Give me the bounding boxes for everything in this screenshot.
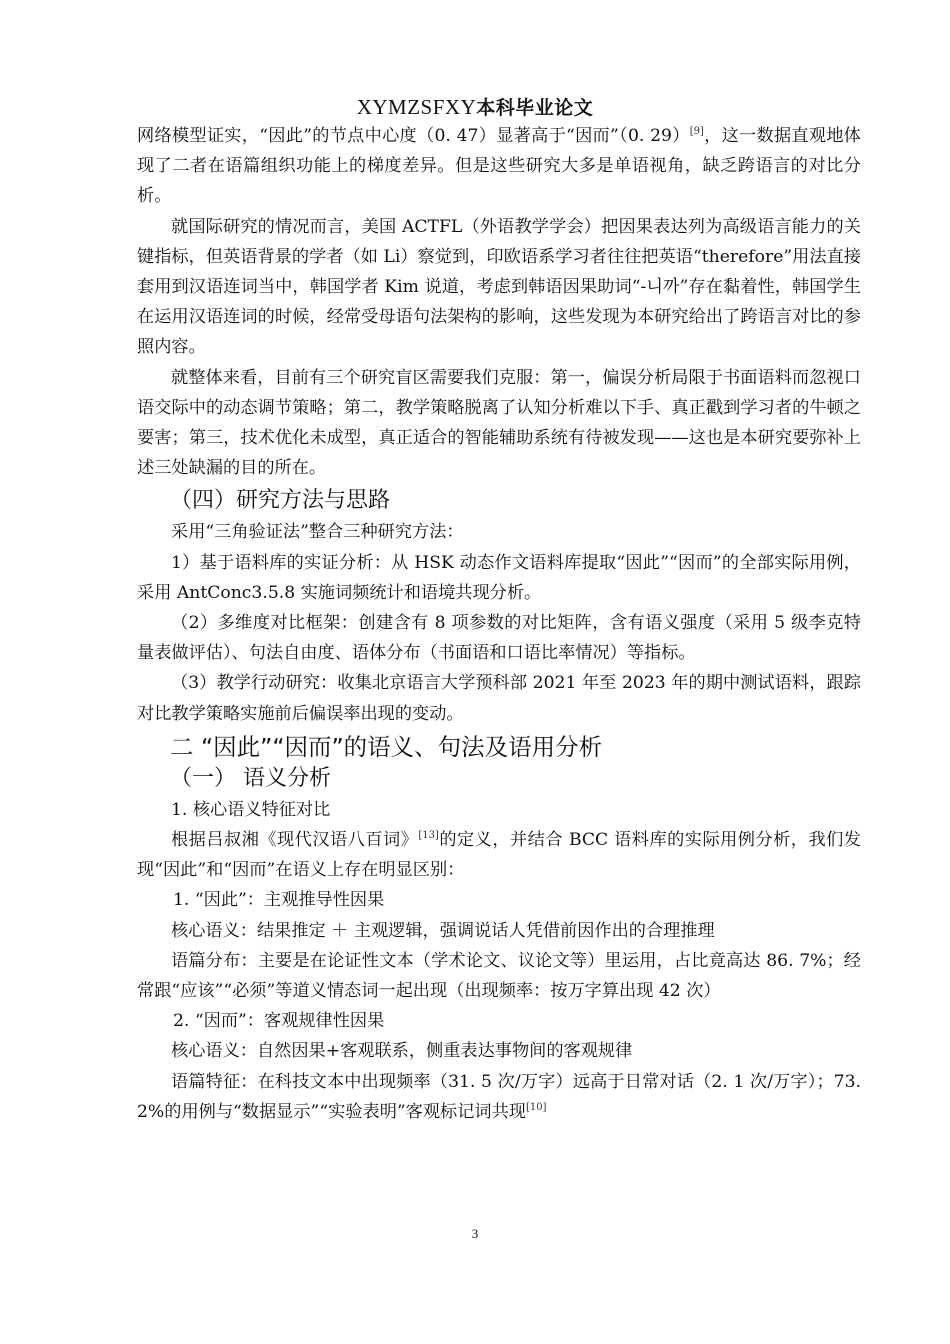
paragraph-lv-shuxiang: 根据吕叔湘《现代汉语八百词》[13]的定义，并结合 BCC 语料库的实际用例分析，我们发现“因此”和“因而”在语义上存在明显区别：	[137, 830, 861, 881]
paragraph-method-2: （2）多维度对比框架：创建含有 8 项参数的对比矩阵，含有语义强度（采用 5 级李克特量表做评估）、句法自由度、语体分布（书面语和口语比率情况）等指标。	[137, 613, 861, 664]
paragraph-yinci-core: 核心语义：结果推定 ＋ 主观逻辑，强调说话人凭借前因作出的合理推理	[171, 920, 715, 941]
subheading-core-semantic: 1. 核心语义特征对比	[171, 799, 331, 820]
citation: [9]	[689, 126, 704, 137]
paragraph-method-1: 1）基于语料库的实证分析：从 HSK 动态作文语料库提取“因此”“因而”的全部实际用例，采用 AntConc3.5.8 实施词频统计和语境共现分析。	[137, 552, 861, 603]
paragraph-method-3: （3）教学行动研究：收集北京语言大学预科部 2021 年至 2023 年的期中测试语料，跟踪对比教学策略实施前后偏误率出现的变动。	[137, 673, 861, 724]
citation: [10]	[525, 1101, 547, 1113]
section-heading-methods: （四）研究方法与思路	[170, 488, 391, 514]
paragraph-network-model: 网络模型证实，“因此”的节点中心度（0. 47）显著高于“因而”（0. 29）[9]，这一数据直观地体现了二者在语篇组织功能上的梯度差异。但是这些研究大多是单语视角，缺乏跨语言的对比分析。	[137, 126, 861, 207]
section-heading-semantic: （一） 语义分析	[170, 765, 331, 791]
paragraph-triangulation: 采用“三角验证法”整合三种研究方法：	[171, 522, 464, 543]
page-header	[0, 93, 950, 120]
page-number: 3	[471, 1226, 479, 1241]
header-chinese: 本科毕业论文	[476, 97, 594, 119]
citation: [13]	[418, 830, 439, 842]
item-yiner: 2. “因而”：客观规律性因果	[173, 1011, 385, 1032]
paragraph-yinci-distribution: 语篇分布：主要是在论证性文本（学术论文、议论文等）里运用，占比竟高达 86. 7%；经常跟“应该”“必须”等道义情态词一起出现（出现频率：按万字算出现 42 次）	[137, 950, 861, 1002]
item-yinci: 1. “因此”：主观推导性因果	[173, 890, 385, 911]
chapter-heading: 二 “因此”“因而”的语义、句法及语用分析	[170, 732, 603, 761]
header-latin: XYMZSFXY	[356, 95, 477, 119]
paragraph-yiner-core: 核心语义：自然因果+客观联系，侧重表达事物间的客观规律	[171, 1041, 633, 1062]
paragraph-blind-spots: 就整体来看，目前有三个研究盲区需要我们克服：第一，偏误分析局限于书面语料而忽视口语交际中的动态调节策略；第二，教学策略脱离了认知分析难以下手、真正戳到学习者的牛顿之要害；第三，技术优化未成型，真正适合的智能辅助系统有待被发现——这也是本研究要弥补上述三处缺漏的目的所在。	[137, 367, 861, 479]
paragraph-international: 就国际研究的情况而言，美国 ACTFL（外语教学学会）把因果表达列为高级语言能力的关键指标，但英语背景的学者（如 Li）察觉到，印欧语系学习者往往把英语“therefore”用法直接套用到汉语连词当中，韩国学者 Kim 说道，考虑到韩语因果助词“-니까”存在黏着性，韩国学生在运用汉语连词的时候，经常受母语句法架构的影响，这些发现为本研究给出了跨语言对比的参照内容。	[137, 216, 861, 358]
paragraph-yiner-features: 语篇特征：在科技文本中出现频率（31. 5 次/万字）远高于日常对话（2. 1 次/万字）；73. 2%的用例与“数据显示”“实验表明”客观标记词共现[10]	[137, 1071, 861, 1122]
document-body	[137, 121, 861, 1127]
